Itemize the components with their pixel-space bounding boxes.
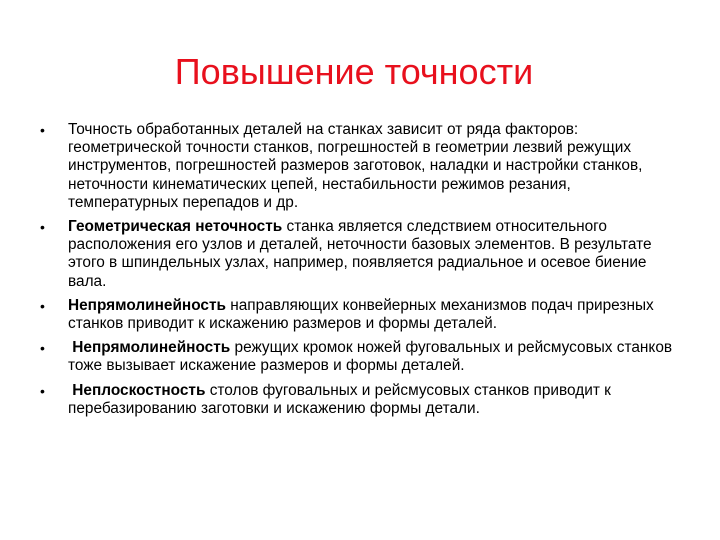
bullet-item: [40, 382, 680, 418]
bullet-list: [40, 121, 680, 424]
bullet-lead-term: Геометрическая неточность: [68, 218, 283, 236]
bullet-icon: •: [40, 219, 45, 236]
bullet-item: [40, 297, 680, 333]
bullet-text: станка является следствием относительного расположения его узлов и деталей, неточности базовых элементов. В результате этого в шпиндельных узлах, например, появляется радиальное и осевое биение вала.: [68, 218, 652, 290]
bullet-lead-term: Неплоскостность: [68, 381, 206, 399]
bullet-text: режущих кромок ножей фуговальных и рейсмусовых станков тоже вызывает искажение размеров и формы деталей.: [68, 339, 673, 375]
bullet-icon: •: [40, 297, 45, 314]
bullet-text: Точность обработанных деталей на станках зависит от ряда факторов: геометрической точности станков, погрешностей в геометрии лезвий режущих инструментов, погрешностей размеров заготовок, наладки и настройки станков, неточности кинематических цепей, нестабильности режимов резания, температурных перепадов и др.: [68, 121, 643, 211]
slide-title: Повышение точности: [174, 51, 534, 92]
bullet-item: [40, 218, 680, 291]
bullet-item: [40, 121, 680, 212]
bullet-text: столов фуговальных и рейсмусовых станков приводит к перебазированию заготовки и искажению формы детали.: [68, 381, 611, 417]
bullet-item: [40, 339, 680, 375]
bullet-lead-term: Непрямолинейность: [68, 296, 226, 314]
bullet-icon: •: [40, 340, 45, 357]
bullet-icon: •: [40, 382, 45, 399]
bullet-icon: •: [40, 122, 45, 138]
bullet-lead-term: Непрямолинейность: [68, 339, 231, 357]
bullet-text: направляющих конвейерных механизмов подач прирезных станков приводит к искажению размеров и формы деталей.: [68, 296, 654, 333]
